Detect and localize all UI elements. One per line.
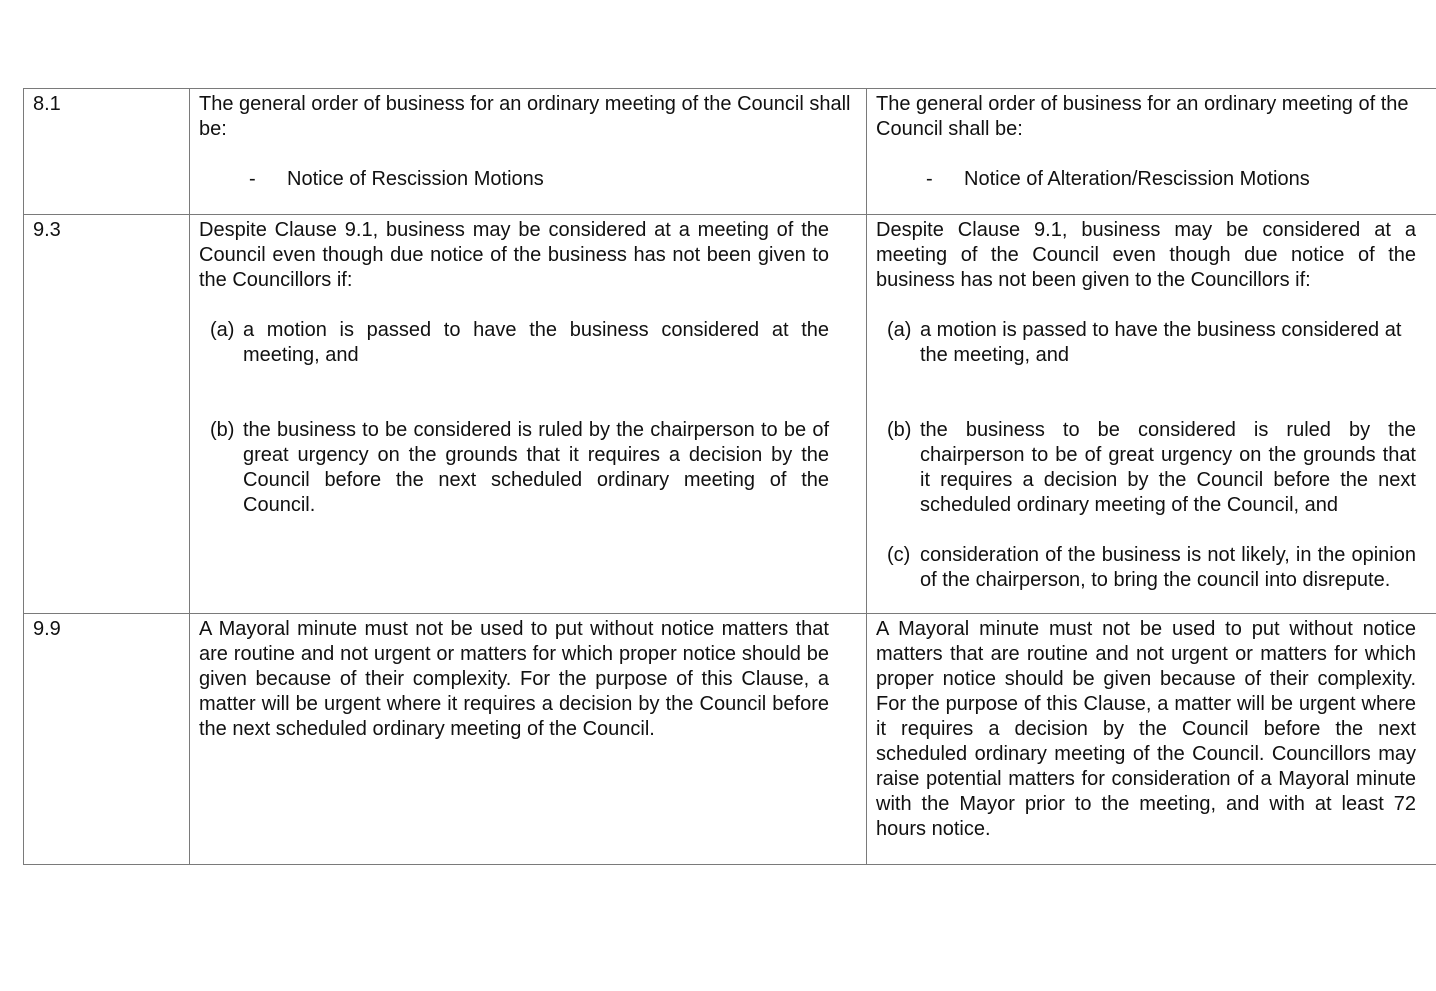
table-row <box>24 89 1436 215</box>
bullet-item <box>876 167 1436 192</box>
list-item <box>876 418 1436 518</box>
clause-number-cell <box>24 215 190 614</box>
bullet-dash: - <box>249 168 256 190</box>
bullet-text: Notice of Rescission Motions <box>287 168 544 190</box>
clause-number-cell <box>24 89 190 215</box>
list-item-text: the business to be considered is ruled by the chairperson to be of great urgency on the grounds that it requires a decision by the Council before the next scheduled ordinary meeting of the Council. <box>243 419 829 516</box>
clause-number-cell <box>24 614 190 865</box>
proposed-clause-cell <box>867 89 1436 215</box>
list-marker: (c) <box>887 544 911 566</box>
proposed-clause-cell <box>867 614 1436 865</box>
list-item <box>199 418 857 518</box>
list-item-text: the business to be considered is ruled by the chairperson to be of great urgency on the grounds that it requires a decision by the Council before the next scheduled ordinary meeting of the Council, and <box>920 419 1416 516</box>
list-item-text: consideration of the business is not likely, in the opinion of the chairperson, to bring the council into disrepute. <box>920 544 1416 591</box>
list-item-line: the meeting, and <box>920 344 1069 366</box>
list-item <box>876 318 1436 368</box>
clause-number: 9.3 <box>33 219 61 241</box>
table-row <box>24 614 1436 865</box>
list-marker: (b) <box>887 419 912 441</box>
list-marker: (a) <box>887 319 912 341</box>
list-item-line: a motion is passed to have the business considered at <box>920 319 1402 341</box>
clause-number: 8.1 <box>33 93 61 115</box>
existing-clause-cell <box>190 614 867 865</box>
clause-text: A Mayoral minute must not be used to put without notice matters that are routine and not urgent or matters for which proper notice should be given because of their complexity. For the purpose of this Clause, a matter will be urgent where it requires a decision by the Council before the next scheduled ordinary meeting of the Council. Councillors may raise potential matters for consideration of a Mayoral minute with the Mayor prior to the meeting, and with at least 72 hours notice. <box>876 618 1416 840</box>
list-item-text: a motion is passed to have the business considered at the meeting, and <box>243 319 829 366</box>
clause-number: 9.9 <box>33 618 61 640</box>
list-marker: (b) <box>210 419 235 441</box>
table-row <box>24 215 1436 614</box>
list-item <box>876 543 1436 593</box>
clause-intro-line: The general order of business for an ordinary meeting of the <box>876 93 1409 115</box>
bullet-item <box>199 167 857 192</box>
list-item-text <box>920 318 1436 368</box>
bullet-text: Notice of Alteration/Rescission Motions <box>964 168 1310 190</box>
clause-intro: Despite Clause 9.1, business may be considered at a meeting of the Council even though due notice of the business has not been given to the Councillors if: <box>876 219 1416 291</box>
clause-intro: The general order of business for an ordinary meeting of the Council shall be: <box>199 93 851 140</box>
existing-clause-cell <box>190 215 867 614</box>
clause-comparison-table <box>23 88 1436 865</box>
bullet-dash: - <box>926 168 933 190</box>
proposed-clause-cell <box>867 215 1436 614</box>
list-marker: (a) <box>210 319 235 341</box>
clause-intro-line: Council shall be: <box>876 118 1023 140</box>
clause-intro: Despite Clause 9.1, business may be considered at a meeting of the Council even though due notice of the business has not been given to the Councillors if: <box>199 219 829 291</box>
existing-clause-cell <box>190 89 867 215</box>
clause-text: A Mayoral minute must not be used to put without notice matters that are routine and not urgent or matters for which proper notice should be given because of their complexity. For the purpose of this Clause, a matter will be urgent where it requires a decision by the Council before the next scheduled ordinary meeting of the Council. <box>199 618 829 740</box>
list-item <box>199 318 857 368</box>
